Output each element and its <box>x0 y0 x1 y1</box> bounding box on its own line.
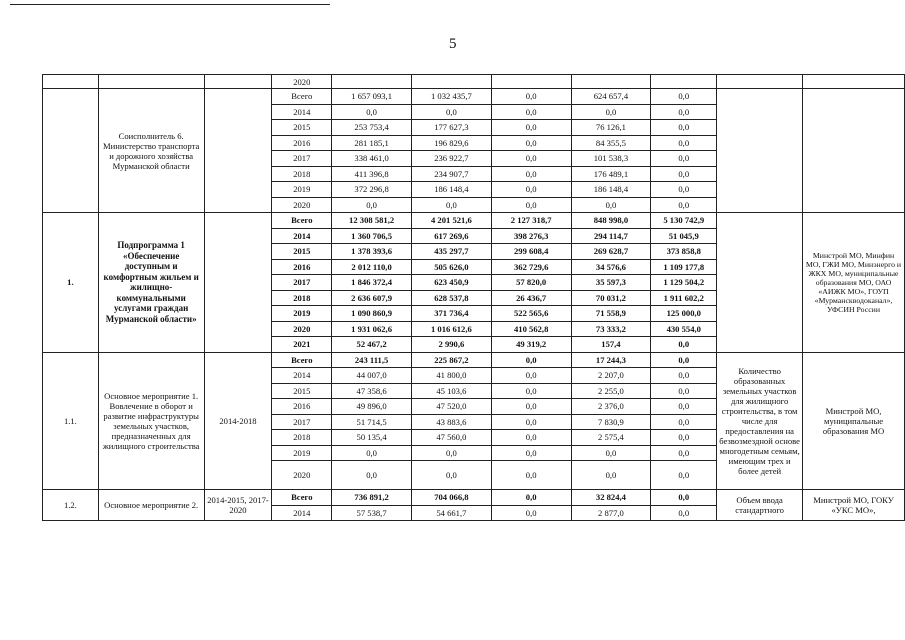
table-row: 2014 1 360 706,5 617 269,6 398 276,3 294 114,7 51 045,9 <box>43 228 905 244</box>
table-row: 2017 1 846 372,4 623 450,9 57 820,0 35 597,3 1 129 504,2 <box>43 275 905 291</box>
table-row: 2016 2 012 110,0 505 626,0 362 729,6 34 576,6 1 109 177,8 <box>43 259 905 275</box>
table-row: 2018 50 135,4 47 560,0 0,0 2 575,4 0,0 <box>43 430 905 446</box>
section-number: 1.1. <box>43 352 99 490</box>
section-indicator <box>717 89 803 213</box>
section-name: Основное мероприятие 2. <box>98 490 204 521</box>
table-row: 2020 0,0 0,0 0,0 0,0 0,0 <box>43 461 905 490</box>
section-number <box>43 89 99 213</box>
table-row: Соисполнитель 6. Министерство транспорта и дорожного хозяйства Мурманской области Всего 1 657 093,1 1 032 435,7 0,0 624 657,4 0,0 <box>43 89 905 105</box>
table-row: 2020 0,0 0,0 0,0 0,0 0,0 <box>43 197 905 213</box>
section-executors: Минстрой МО, ГОКУ «УКС МО», <box>803 490 905 521</box>
section-period <box>204 213 272 353</box>
section-name: Соисполнитель 6. Министерство транспорта и дорожного хозяйства Мурманской области <box>98 89 204 213</box>
section-executors: Минстрой МО, Минфин МО, ГЖИ МО, Минэнерго и ЖКХ МО, муниципальные образования МО, ОАО «АИЖК МО», ГОУП «Мурманскводоканал», УФСИН России <box>803 213 905 353</box>
table-row: 2014 0,0 0,0 0,0 0,0 0,0 <box>43 104 905 120</box>
table-row: 2016 281 185,1 196 829,6 0,0 84 355,5 0,0 <box>43 135 905 151</box>
section-number: 1.2. <box>43 490 99 521</box>
section-period <box>204 89 272 213</box>
section-name: Подпрограмма 1 «Обеспечение доступным и комфортным жильем и жилищно-коммунальными услугами граждан Мурманской области» <box>98 213 204 353</box>
section-period: 2014-2018 <box>204 352 272 490</box>
budget-table <box>42 74 905 521</box>
section-executors: Минстрой МО, муниципальные образования МО <box>803 352 905 490</box>
table-row: 2014 44 007,0 41 800,0 0,0 2 207,0 0,0 <box>43 368 905 384</box>
table-row: 1.2. Основное мероприятие 2. 2014-2015, 2017-2020 Всего 736 891,2 704 066,8 0,0 32 824,4 0,0 Объем ввода стандартного Минстрой МО, ГОКУ «УКС МО», <box>43 490 905 506</box>
table-row: 2021 52 467,2 2 990,6 49 319,2 157,4 0,0 <box>43 337 905 353</box>
table-row: 2020 1 931 062,6 1 016 612,6 410 562,8 73 333,2 430 554,0 <box>43 321 905 337</box>
table-row: 2019 0,0 0,0 0,0 0,0 0,0 <box>43 445 905 461</box>
table-row: 1.1. Основное мероприятие 1. Вовлечение в оборот и развитие инфраструктуры земельных участков, предназначенных для жилищного строительства 2014-2018 Всего 243 111,5 225 867,2 0,0 17 244,3 0,0 Количество образованных земельных участков для жилищного строительства, в том числе для предоставления на безвозмездной основе многодетным семьям, имеющим трех и более детей Минстрой МО, муниципальные образования МО <box>43 352 905 368</box>
table-row: 2017 51 714,5 43 883,6 0,0 7 830,9 0,0 <box>43 414 905 430</box>
table-row: 2018 411 396,8 234 907,7 0,0 176 489,1 0,0 <box>43 166 905 182</box>
section-name: Основное мероприятие 1. Вовлечение в оборот и развитие инфраструктуры земельных участков, предназначенных для жилищного строительства <box>98 352 204 490</box>
year-cell: 2020 <box>272 75 332 89</box>
table-row: 2014 57 538,7 54 661,7 0,0 2 877,0 0,0 <box>43 505 905 521</box>
table-row <box>43 75 905 89</box>
page-top-rule <box>10 4 330 5</box>
page-number: 5 <box>449 36 457 52</box>
table-row: 2019 372 296,8 186 148,4 0,0 186 148,4 0,0 <box>43 182 905 198</box>
table-row: 2016 49 896,0 47 520,0 0,0 2 376,0 0,0 <box>43 399 905 415</box>
table-row: 2015 47 358,6 45 103,6 0,0 2 255,0 0,0 <box>43 383 905 399</box>
section-number: 1. <box>43 213 99 353</box>
section-indicator <box>717 213 803 353</box>
section-period: 2014-2015, 2017-2020 <box>204 490 272 521</box>
section-executors <box>803 89 905 213</box>
table-row: 2015 1 378 393,6 435 297,7 299 608,4 269 628,7 373 858,8 <box>43 244 905 260</box>
table-row: 2017 338 461,0 236 922,7 0,0 101 538,3 0,0 <box>43 151 905 167</box>
section-indicator: Объем ввода стандартного <box>717 490 803 521</box>
table-row: 1. Подпрограмма 1 «Обеспечение доступным и комфортным жильем и жилищно-коммунальными услугами граждан Мурманской области» Всего 12 308 581,2 4 201 521,6 2 127 318,7 848 998,0 5 130 742,9 Минстрой МО, Минфин МО, ГЖИ МО, Минэнерго и ЖКХ МО, муниципальные образования МО, ОАО «АИЖК МО», ГОУП «Мурманскводоканал», УФСИН России <box>43 213 905 229</box>
section-indicator: Количество образованных земельных участков для жилищного строительства, в том числе для предоставления на безвозмездной основе многодетным семьям, имеющим трех и более детей <box>717 352 803 490</box>
table-row: 2015 253 753,4 177 627,3 0,0 76 126,1 0,0 <box>43 120 905 136</box>
table-row: 2019 1 090 860,9 371 736,4 522 565,6 71 558,9 125 000,0 <box>43 306 905 322</box>
table-row: 2018 2 636 607,9 628 537,8 26 436,7 70 031,2 1 911 602,2 <box>43 290 905 306</box>
